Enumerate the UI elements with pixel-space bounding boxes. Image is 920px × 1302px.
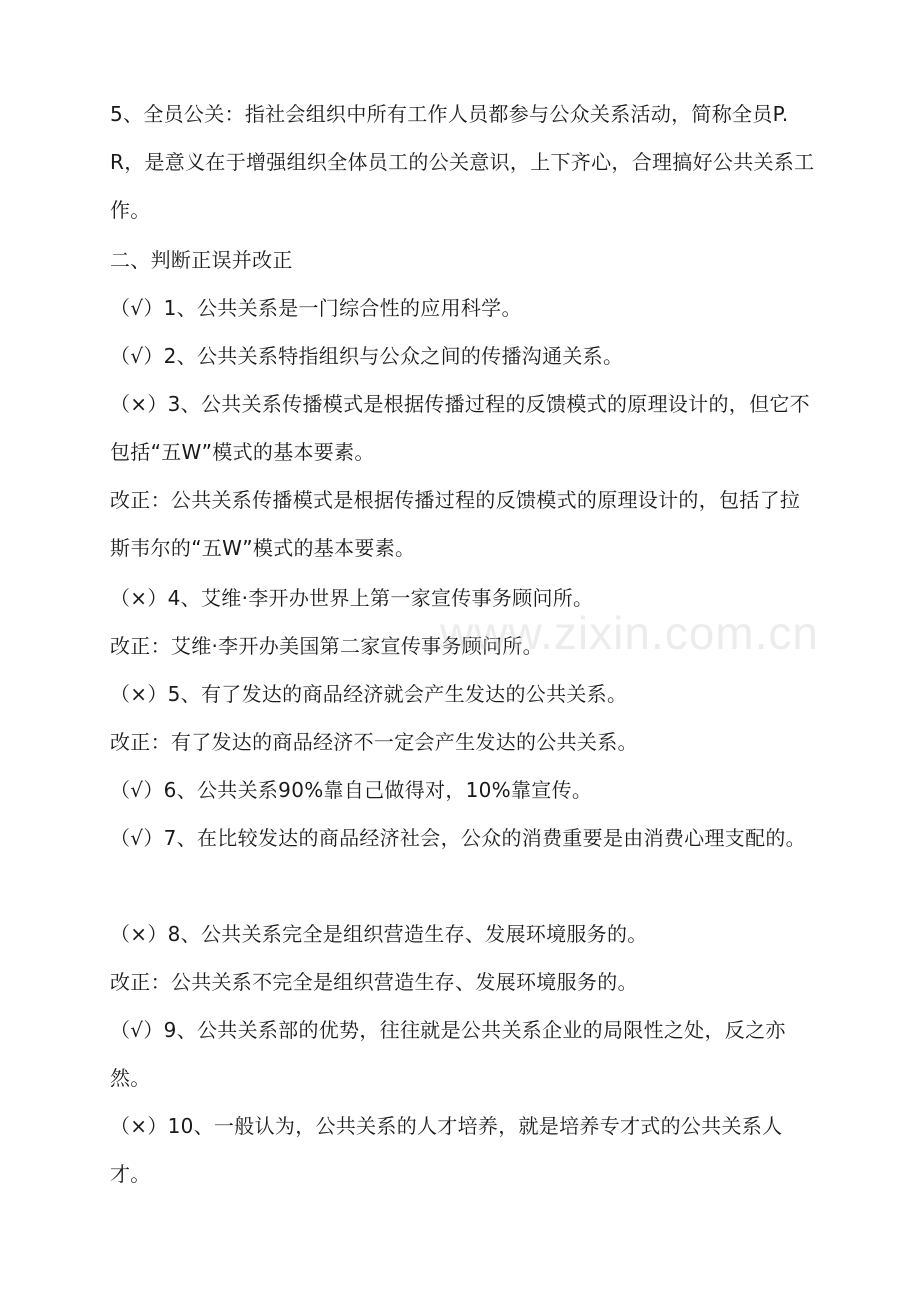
correction-3: 改正：公共关系传播模式是根据传播过程的反馈模式的原理设计的，包括了拉斯韦尔的“五W”模式的基本要素。 (110, 488, 801, 560)
question-10: （×）10、一般认为，公共关系的人才培养，就是培养专才式的公共关系人才。 (110, 1114, 783, 1186)
correction-5: 改正：有了发达的商品经济不一定会产生发达的公共关系。 (110, 730, 638, 754)
question-4: （×）4、艾维·李开办世界上第一家宣传事务顾问所。 (110, 586, 594, 610)
question-3: （×）3、公共关系传播模式是根据传播过程的反馈模式的原理设计的，但它不包括“五W”模式的基本要素。 (110, 392, 810, 464)
watermark-text: www.zixin.com.cn (440, 607, 819, 659)
question-8: （×）8、公共关系完全是组织营造生存、发展环境服务的。 (110, 922, 648, 946)
correction-8: 改正：公共关系不完全是组织营造生存、发展环境服务的。 (110, 970, 638, 994)
question-1: （√）1、公共关系是一门综合性的应用科学。 (110, 296, 522, 320)
question-5: （×）5、有了发达的商品经济就会产生发达的公共关系。 (110, 682, 628, 706)
question-6: （√）6、公共关系90%靠自己做得对，10%靠宣传。 (110, 778, 593, 802)
definition-paragraph-5: 5、全员公关：指社会组织中所有工作人员都参与公众关系活动，简称全员P.R，是意义在于增强组织全体员工的公关意识，上下齐心，合理搞好公共关系工作。 (110, 102, 815, 222)
correction-4: 改正：艾维·李开办美国第二家宣传事务顾问所。 (110, 634, 543, 658)
section-heading-true-false: 二、判断正误并改正 (110, 248, 293, 272)
question-2: （√）2、公共关系特指组织与公众之间的传播沟通关系。 (110, 344, 624, 368)
question-7: （√）7、在比较发达的商品经济社会，公众的消费重要是由消费心理支配的。 (110, 826, 806, 850)
question-9: （√）9、公共关系部的优势，往往就是公共关系企业的局限性之处，反之亦然。 (110, 1018, 786, 1090)
